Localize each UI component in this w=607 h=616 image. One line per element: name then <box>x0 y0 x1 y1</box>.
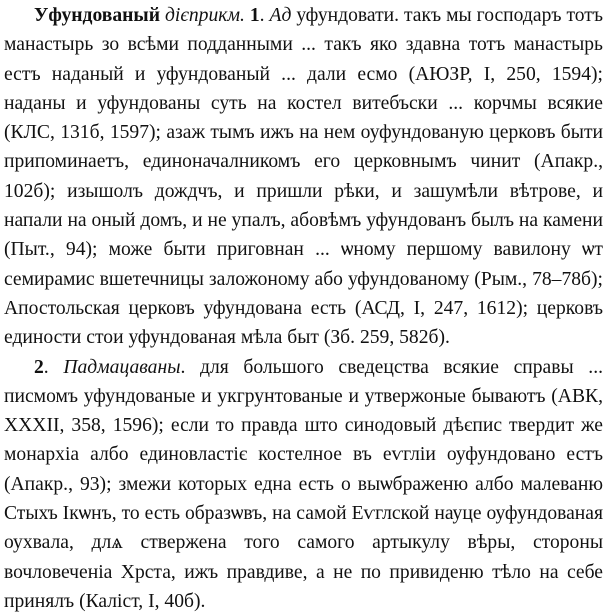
sense-2-gloss: Падмацаваны <box>63 356 181 378</box>
sense-1-gloss: Ад <box>269 5 292 26</box>
sense-2-number: 2 <box>34 356 44 378</box>
sense-2-paragraph: 2. Падмацаваны. для большого сведецства всякие справы ... писмомъ уфундованые и укгрунтованые и утвержоныe бываютъ (АВК, XXXII, 358, 1596); если то правда што синодовый дѣєпис твердит же монархіа албо единовластіє костелное въ еѵгліи оуфундовано естъ (Апакр., 93); змежи которых една есть о выѡбраженю албо малеваню Стыхъ Ікѡнъ, то есть образѡвъ, на самой Еѵглской науце оуфундованая оухвала, длѧ ствержена того самого артыкулу вѣры, стороны вочловеченіа Хрста, ижъ правдиве, а не по привиденю тѣло на себе принялъ (Каліст, І, 40б). <box>4 356 603 612</box>
sense-1-paragraph: Уфундованый дієприкм. 1. Ад уфундовати. такъ мы господаръ тотъ манастырь зо всѣми подданными ... такъ яко здавна тотъ манастырь естъ наданый и уфундованый ... дали есмо (АЮЗР, І, 250, 1594); наданы и уфундованы суть на костел витебъски ... корчмы всякие (КЛС, 131б, 1597); азаж тымъ ижъ на нем оуфундованую церковъ быти припоминаетъ, единоначалникомъ его церковнымъ чинит (Апакр., 102б); изышолъ дождчъ, и пришли рѣки, и зашумѣли вѣтрове, и напали на оный домъ, и не упалъ, абовѣмъ уфундованъ былъ на камени (Пыт., 94); може быти приговнан ... ѡному першому вавилону ѡт семирамис вшетечницы заложоному або уфундованому (Рым., 78–78б); Апостольская церковъ уфундована есть (АСД, І, 247, 1612); церковъ единости стои уфундованая мѣла быт (Зб. 259, 582б). <box>4 5 603 349</box>
sense-1-number: 1 <box>249 5 260 26</box>
sense-2-body: . для большого сведецства всякие справы ... писмомъ уфундованые и укгрунтованые и утвержоныe бываютъ (АВК, XXXII, 358, 1596); если то правда што синодовый дѣєпис твердит же монархіа албо единовластіє костелное въ еѵгліи оуфундовано естъ (Апакр., 93); змежи которых една есть о выѡбраженю албо малеваню Стыхъ Ікѡнъ, то есть образѡвъ, на самой Еѵглской науце оуфундованая оухвала, длѧ ствержена того самого артыкулу вѣры, стороны вочловеченіа Хрста, ижъ правдиве, а не по привиденю тѣло на себе принялъ (Каліст, І, 40б). <box>4 356 603 612</box>
sense-1-body: уфундовати. такъ мы господаръ тотъ манастырь зо всѣми подданными ... такъ яко здавна тотъ манастырь естъ наданый и уфундованый ... дали есмо (АЮЗР, І, 250, 1594); наданы и уфундованы суть на костел витебъски ... корчмы всякие (КЛС, 131б, 1597); азаж тымъ ижъ на нем оуфундованую церковъ быти припоминаетъ, единоначалникомъ его церковнымъ чинит (Апакр., 102б); изышолъ дождчъ, и пришли рѣки, и зашумѣли вѣтрове, и напали на оный домъ, и не упалъ, абовѣмъ уфундованъ былъ на камени (Пыт., 94); може быти приговнан ... ѡному першому вавилону ѡт семирамис вшетечницы заложоному або уфундованому (Рым., 78–78б); Апостольская церковъ уфундована есть (АСД, І, 247, 1612); церковъ единости стои уфундованая мѣла быт (Зб. 259, 582б). <box>4 5 603 349</box>
headword: Уфундованый <box>34 5 161 26</box>
part-of-speech: дієприкм. <box>164 5 245 26</box>
